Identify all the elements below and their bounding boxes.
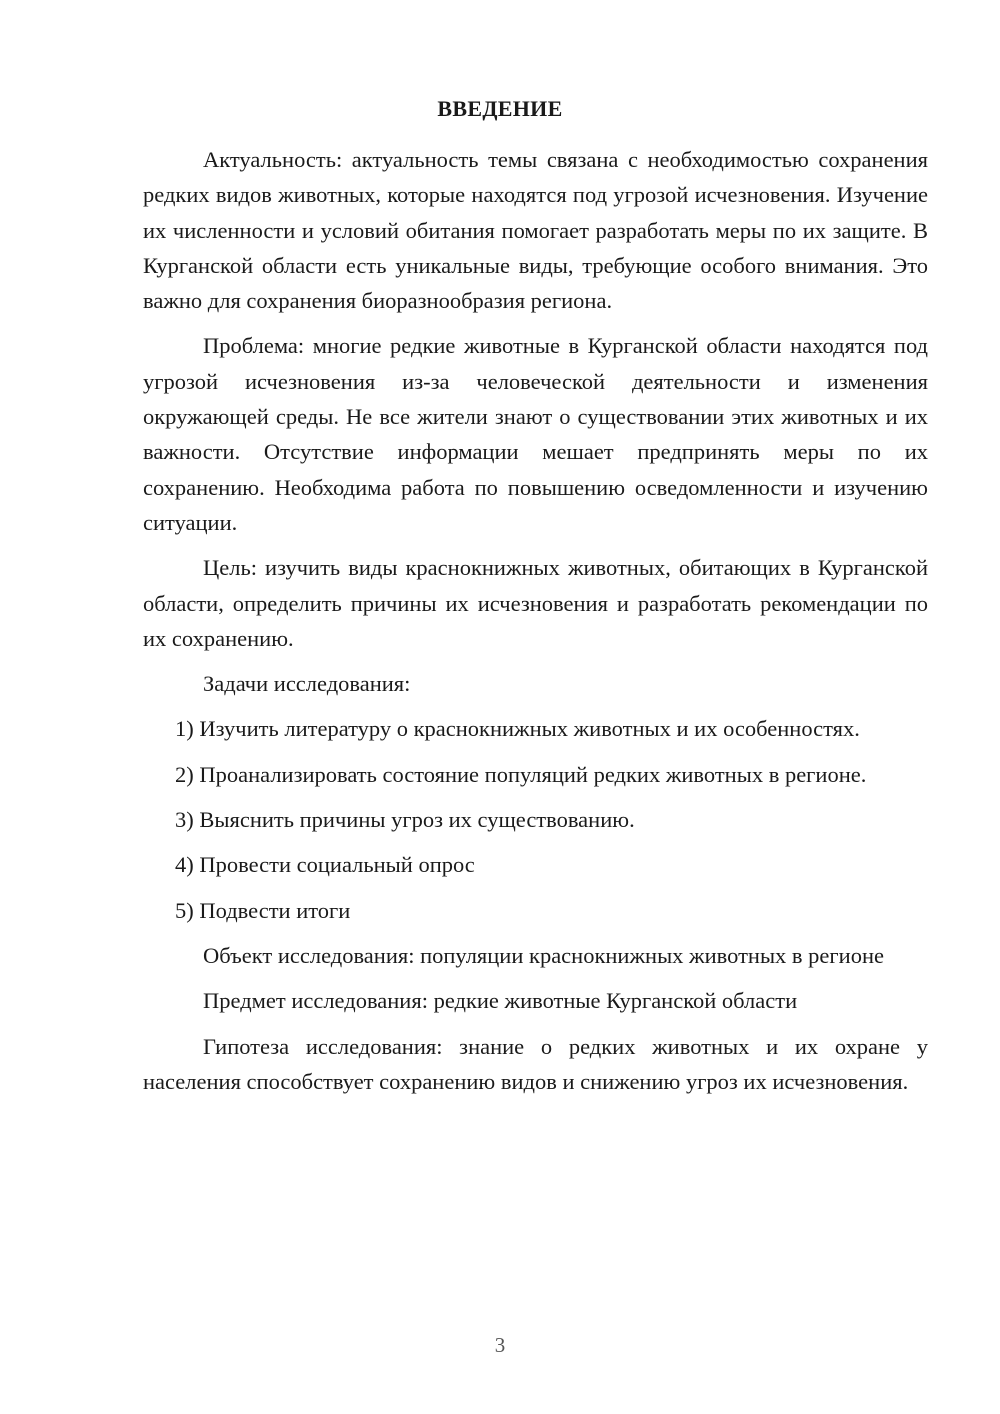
goal-paragraph: Цель: изучить виды краснокнижных животных, обитающих в Курганской области, определить причины их исчезновения и разработать рекомендации по их сохранению.: [143, 555, 928, 651]
task-item-5: 5) Подвести итоги: [175, 897, 351, 923]
object-paragraph: Объект исследования: популяции краснокнижных животных в регионе: [203, 942, 884, 968]
hypothesis-paragraph: Гипотеза исследования: знание о редких животных и их охране у населения способствует сохранению видов и снижению угроз их исчезновения.: [143, 1033, 928, 1094]
subject-paragraph: Предмет исследования: редкие животные Курганской области: [203, 988, 798, 1014]
problem-paragraph: Проблема: многие редкие животные в Курганской области находятся под угрозой исчезновения из-за человеческой деятельности и изменения окружающей среды. Не все жители знают о существовании этих животных и их важности. Отсутствие информации мешает предпринять меры по их сохранению. Необходима работа по повышению осведомленности и изучению ситуации.: [143, 333, 928, 535]
tasks-title: Задачи исследования:: [203, 671, 411, 697]
task-item-2: 2) Проанализировать состояние популяций редких животных в регионе.: [175, 761, 867, 787]
document-body: [143, 142, 928, 1109]
relevance-paragraph: Актуальность: актуальность темы связана с необходимостью сохранения редких видов животных, которые находятся под угрозой исчезновения. Изучение их численности и условий обитания помогает разработать меры по их защите. В Курганской области есть уникальные виды, требующие особого внимания. Это важно для сохранения биоразнообразия региона.: [143, 147, 928, 314]
page-title: ВВЕДЕНИЕ: [437, 96, 563, 121]
page-number: 3: [494, 1333, 506, 1357]
task-item-4: 4) Провести социальный опрос: [175, 852, 475, 878]
task-item-3: 3) Выяснить причины угроз их существованию.: [175, 807, 635, 833]
task-item-1: 1) Изучить литературу о краснокнижных животных и их особенностях.: [175, 716, 860, 742]
